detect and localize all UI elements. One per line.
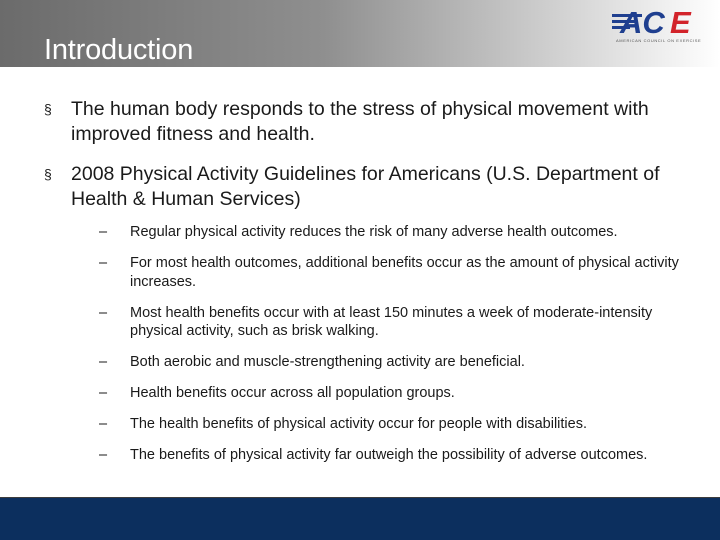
- sub-item: [99, 415, 694, 434]
- sub-item: [99, 254, 694, 291]
- bullet-list: [44, 97, 694, 477]
- dash-marker: –: [99, 255, 108, 271]
- sub-item: [99, 353, 694, 372]
- footer-band: [0, 497, 720, 540]
- sub-item: [99, 223, 694, 242]
- dash-marker: –: [99, 354, 108, 370]
- sub-item-text: Regular physical activity reduces the risk of many adverse health outcomes.: [130, 224, 618, 240]
- bullet-marker: §: [44, 166, 52, 182]
- sub-item: [99, 384, 694, 403]
- sub-item-text: The health benefits of physical activity occur for people with disabilities.: [130, 416, 587, 432]
- bullet-marker: §: [44, 101, 52, 117]
- dash-marker: –: [99, 447, 108, 463]
- bullet-text: 2008 Physical Activity Guidelines for Americans (U.S. Department of Health & Human Services): [71, 163, 660, 210]
- sub-item-text: Both aerobic and muscle-strengthening activity are beneficial.: [130, 354, 525, 370]
- logo-letters-ac: AC: [620, 6, 665, 40]
- ace-logo-graphic: [612, 6, 714, 46]
- dash-marker: –: [99, 416, 108, 432]
- bullet-item-guidelines: [44, 162, 694, 212]
- sub-item: [99, 304, 694, 341]
- dash-marker: –: [99, 304, 108, 321]
- guidelines-sublist: [44, 223, 694, 465]
- ace-logo: [612, 6, 714, 46]
- dash-marker: –: [99, 385, 108, 401]
- sub-item: [99, 446, 694, 465]
- logo-tagline: AMERICAN COUNCIL ON EXERCISE: [616, 38, 702, 43]
- sub-item-text: Health benefits occur across all population groups.: [130, 385, 455, 401]
- bullet-item-body-response: [44, 97, 694, 147]
- sub-item-text: For most health outcomes, additional benefits occur as the amount of physical activity increases.: [130, 255, 679, 290]
- dash-marker: –: [99, 224, 108, 240]
- slide-title: Introduction: [44, 34, 194, 66]
- bullet-text: The human body responds to the stress of physical movement with improved fitness and health.: [71, 98, 649, 145]
- logo-letter-e: E: [670, 6, 691, 40]
- sub-item-text: Most health benefits occur with at least 150 minutes a week of moderate-intensity physical activity, such as brisk walking.: [130, 304, 653, 339]
- sub-item-text: The benefits of physical activity far outweigh the possibility of adverse outcomes.: [130, 447, 648, 463]
